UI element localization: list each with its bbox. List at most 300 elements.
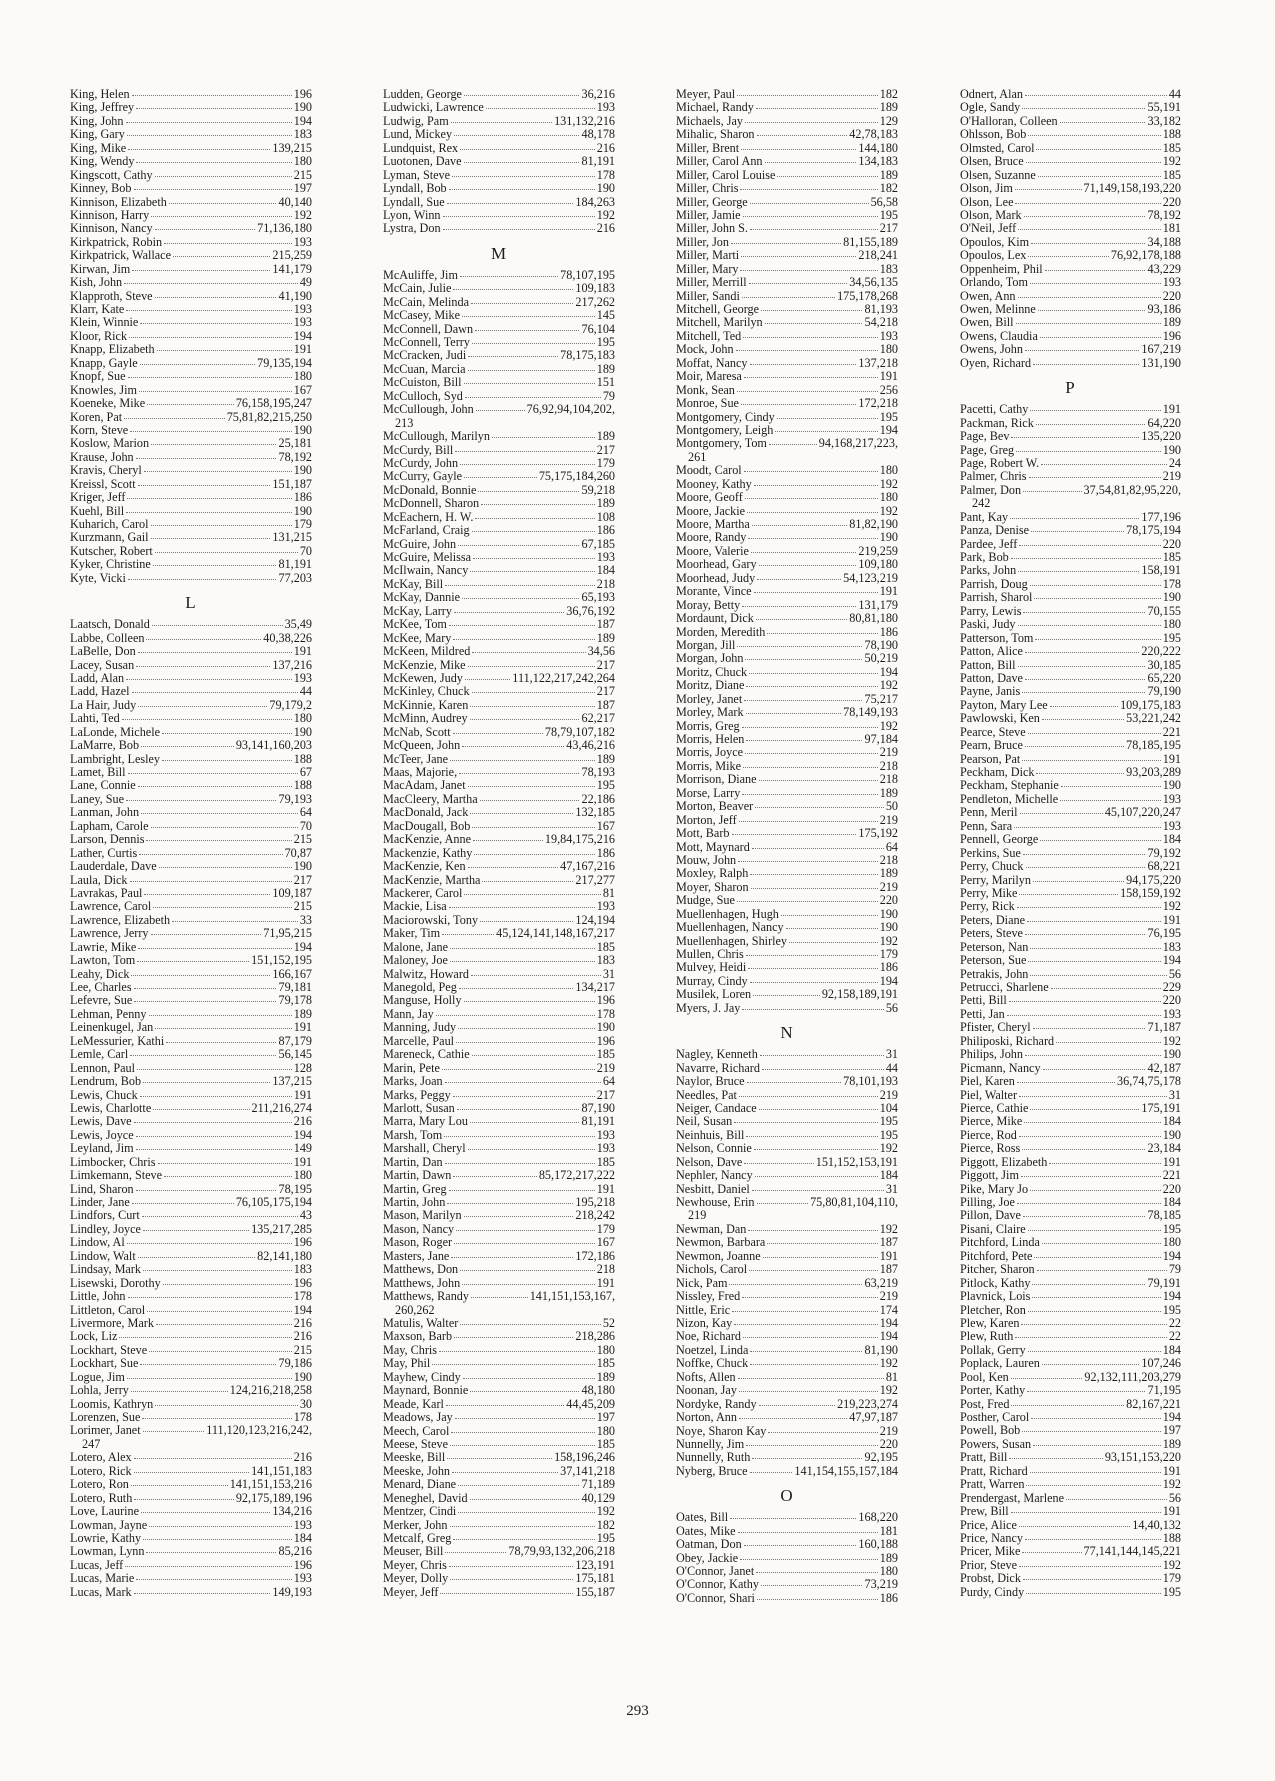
entry-pages: 191 bbox=[596, 1275, 615, 1290]
entry-name: Mackie, Lisa bbox=[383, 899, 447, 914]
index-entry bbox=[70, 1062, 312, 1075]
index-entry bbox=[383, 128, 615, 141]
entry-pages: 25,181 bbox=[278, 436, 312, 451]
entry-pages: 23,184 bbox=[1147, 1141, 1181, 1156]
dot-leader bbox=[153, 565, 277, 566]
entry-pages: 190 bbox=[293, 859, 312, 874]
dot-leader bbox=[450, 1445, 595, 1446]
entry-pages: 219 bbox=[879, 1423, 898, 1438]
dot-leader bbox=[140, 1096, 292, 1097]
index-entry bbox=[383, 887, 615, 900]
dot-leader bbox=[1045, 270, 1146, 271]
entry-name: Noe, Richard bbox=[676, 1329, 741, 1344]
index-entry bbox=[383, 470, 615, 483]
entry-pages: 192 bbox=[879, 503, 898, 518]
entry-name: Loomis, Kathryn bbox=[70, 1396, 154, 1411]
entry-name: MacKenzie, Anne bbox=[383, 832, 471, 847]
index-entry bbox=[676, 652, 898, 665]
dot-leader bbox=[765, 323, 863, 324]
entry-name: Moorhead, Judy bbox=[676, 570, 756, 585]
entry-pages: 71,136,180 bbox=[257, 221, 312, 236]
index-entry bbox=[383, 739, 615, 752]
entry-name: Page, Greg bbox=[960, 442, 1015, 457]
entry-pages: 92,158,189,191 bbox=[821, 987, 898, 1002]
entry-pages: 184 bbox=[1162, 832, 1181, 847]
index-entry bbox=[70, 699, 312, 712]
index-entry bbox=[70, 1492, 312, 1505]
dot-leader bbox=[172, 921, 298, 922]
entry-name: O'Connor, Janet bbox=[676, 1564, 755, 1578]
index-entry bbox=[676, 1129, 898, 1142]
dot-leader bbox=[155, 552, 298, 553]
entry-pages: 24 bbox=[1168, 455, 1181, 470]
entry-pages: 64 bbox=[299, 805, 312, 820]
index-entry bbox=[383, 282, 615, 295]
entry-pages: 192 bbox=[596, 1504, 615, 1519]
dot-leader bbox=[1037, 1270, 1167, 1271]
entry-name: Pacetti, Cathy bbox=[960, 402, 1029, 417]
entry-name: Moffat, Nancy bbox=[676, 355, 748, 370]
entry-name: Oatman, Don bbox=[676, 1537, 742, 1552]
entry-pages: 190 bbox=[1162, 442, 1181, 457]
dot-leader bbox=[1011, 1405, 1124, 1406]
index-entry bbox=[383, 927, 615, 940]
index-entry bbox=[676, 491, 898, 504]
index-entry bbox=[676, 1075, 898, 1088]
dot-leader bbox=[468, 370, 595, 371]
entry-name: Olsen, Suzanne bbox=[960, 167, 1036, 182]
entry-name: King, John bbox=[70, 113, 124, 128]
entry-name: Meadows, Jay bbox=[383, 1410, 453, 1425]
entry-pages: 184 bbox=[1162, 1114, 1181, 1129]
dot-leader bbox=[486, 108, 595, 109]
dot-leader bbox=[753, 995, 820, 996]
dot-leader bbox=[460, 149, 595, 150]
index-entry bbox=[70, 1089, 312, 1102]
entry-pages: 75,217 bbox=[864, 691, 898, 706]
entry-pages: 184 bbox=[879, 1168, 898, 1183]
dot-leader bbox=[750, 1351, 862, 1352]
dot-leader bbox=[749, 1270, 878, 1271]
dot-leader bbox=[449, 1190, 595, 1191]
entry-pages: 124,216,218,258 bbox=[229, 1383, 312, 1398]
entry-pages: 197 bbox=[293, 181, 312, 196]
entry-pages: 167,219 bbox=[1141, 342, 1181, 357]
dot-leader bbox=[137, 961, 249, 962]
index-entry bbox=[70, 222, 312, 235]
entry-pages: 218 bbox=[596, 1262, 615, 1277]
dot-leader bbox=[1023, 491, 1081, 492]
entry-pages: 193 bbox=[1162, 791, 1181, 806]
entry-pages-continued: 242 bbox=[972, 496, 991, 511]
entry-name: Linder, Jane bbox=[70, 1195, 130, 1209]
entry-name: Kingscott, Cathy bbox=[70, 167, 153, 182]
index-entry bbox=[960, 1505, 1181, 1518]
index-entry bbox=[70, 1586, 312, 1599]
index-entry bbox=[676, 558, 898, 571]
entry-pages: 151 bbox=[596, 375, 615, 390]
dot-leader bbox=[754, 485, 878, 486]
index-entry bbox=[676, 935, 898, 948]
entry-pages: 215 bbox=[293, 832, 312, 847]
entry-name: McCullough, Marilyn bbox=[383, 429, 490, 444]
entry-pages: 76,158,195,247 bbox=[235, 396, 312, 411]
dot-leader bbox=[138, 1257, 255, 1258]
dot-leader bbox=[127, 135, 292, 136]
entry-name: Parks, John bbox=[960, 563, 1017, 578]
dot-leader bbox=[447, 1458, 552, 1459]
entry-name: Pratt, Richard bbox=[960, 1463, 1028, 1478]
entry-pages: 194 bbox=[1162, 1248, 1181, 1263]
index-entry bbox=[70, 632, 312, 645]
dot-leader bbox=[1066, 1499, 1167, 1500]
index-entry bbox=[383, 699, 615, 712]
index-entry bbox=[676, 1371, 898, 1384]
entry-name: Laula, Dick bbox=[70, 872, 128, 887]
entry-name: Mooney, Kathy bbox=[676, 476, 752, 491]
entry-name: Nick, Pam bbox=[676, 1275, 728, 1290]
dot-leader bbox=[734, 1122, 878, 1123]
dot-leader bbox=[1023, 1216, 1146, 1217]
dot-leader bbox=[482, 881, 573, 882]
entry-pages: 183 bbox=[1162, 939, 1181, 954]
entry-name: Morgan, John bbox=[676, 651, 744, 666]
entry-name: Mott, Maynard bbox=[676, 839, 750, 854]
index-entry bbox=[676, 1196, 898, 1223]
entry-pages: 59,218 bbox=[581, 482, 615, 497]
entry-name: Koren, Pat bbox=[70, 409, 123, 424]
index-entry bbox=[70, 88, 312, 101]
index-entry bbox=[676, 1250, 898, 1263]
entry-name: Lawrie, Mike bbox=[70, 939, 137, 954]
entry-name: McDonnell, Sharon bbox=[383, 496, 480, 511]
index-entry bbox=[676, 531, 898, 544]
entry-pages: 76,92,94,104,202, bbox=[526, 402, 615, 417]
entry-pages: 141,179 bbox=[272, 261, 312, 276]
index-entry bbox=[383, 269, 615, 282]
index-entry bbox=[960, 1371, 1181, 1384]
index-entry bbox=[70, 142, 312, 155]
dot-leader bbox=[464, 477, 537, 478]
entry-pages: 50 bbox=[885, 799, 898, 814]
index-entry bbox=[960, 860, 1181, 873]
index-entry bbox=[960, 1008, 1181, 1021]
entry-name: Mackenzie, Kathy bbox=[383, 845, 473, 860]
entry-pages: 80,81,180 bbox=[849, 611, 898, 626]
entry-name: Payne, Janis bbox=[960, 684, 1021, 699]
entry-name: Parrish, Doug bbox=[960, 576, 1028, 591]
dot-leader bbox=[446, 1405, 564, 1406]
entry-name: McCuiston, Bill bbox=[383, 375, 462, 390]
dot-leader bbox=[746, 1136, 877, 1137]
entry-name: Laney, Sue bbox=[70, 791, 125, 806]
entry-name: Piggott, Jim bbox=[960, 1168, 1019, 1183]
entry-name: Pitcher, Sharon bbox=[960, 1262, 1035, 1277]
entry-name: MacKenzie, Martha bbox=[383, 872, 481, 887]
entry-pages: 82,167,221 bbox=[1126, 1396, 1181, 1411]
entry-pages: 218,242 bbox=[575, 1208, 615, 1223]
index-entry bbox=[676, 88, 898, 101]
index-entry bbox=[70, 411, 312, 424]
entry-pages-continued: 261 bbox=[688, 449, 707, 464]
index-entry bbox=[70, 1209, 312, 1222]
entry-pages: 183 bbox=[293, 127, 312, 142]
index-entry bbox=[383, 806, 615, 819]
entry-pages: 76,105,175,194 bbox=[235, 1195, 312, 1209]
index-entry bbox=[676, 1592, 898, 1605]
index-entry bbox=[960, 1156, 1181, 1169]
entry-name: Muellenhagen, Nancy bbox=[676, 920, 784, 935]
entry-name: Lorenzen, Sue bbox=[70, 1410, 141, 1424]
entry-name: Lavrakas, Paul bbox=[70, 885, 143, 900]
index-entry bbox=[676, 800, 898, 813]
entry-pages: 219 bbox=[879, 812, 898, 827]
dot-leader bbox=[474, 854, 594, 855]
entry-pages: 63,219 bbox=[864, 1275, 898, 1290]
index-entry bbox=[960, 1196, 1181, 1209]
entry-pages: 192 bbox=[879, 1221, 898, 1236]
entry-pages: 56 bbox=[1168, 1490, 1181, 1505]
entry-name: Lawrence, Jerry bbox=[70, 926, 149, 941]
entry-pages: 82,141,180 bbox=[257, 1248, 312, 1263]
index-entry bbox=[960, 968, 1181, 981]
index-entry bbox=[676, 1411, 898, 1424]
dot-leader bbox=[1030, 410, 1160, 411]
index-entry bbox=[383, 1250, 615, 1263]
dot-leader bbox=[1023, 1579, 1161, 1580]
entry-name: Ohlsson, Bob bbox=[960, 127, 1027, 142]
dot-leader bbox=[1022, 108, 1145, 109]
entry-pages: 81,155,189 bbox=[843, 234, 898, 249]
index-entry bbox=[676, 424, 898, 437]
index-entry bbox=[676, 961, 898, 974]
dot-leader bbox=[1018, 571, 1139, 572]
entry-name: Masters, Jane bbox=[383, 1248, 450, 1263]
index-entry bbox=[383, 981, 615, 994]
index-entry bbox=[676, 1263, 898, 1276]
index-entry bbox=[676, 169, 898, 182]
entry-pages: 191 bbox=[293, 1154, 312, 1169]
dot-leader bbox=[141, 746, 234, 747]
index-entry bbox=[676, 1525, 898, 1538]
entry-name: Noetzel, Linda bbox=[676, 1342, 749, 1357]
dot-leader bbox=[136, 666, 270, 667]
dot-leader bbox=[1041, 464, 1167, 465]
dot-leader bbox=[746, 1445, 877, 1446]
index-entry bbox=[383, 1008, 615, 1021]
dot-leader bbox=[478, 491, 579, 492]
dot-leader bbox=[1020, 813, 1103, 814]
index-entry bbox=[383, 323, 615, 336]
dot-leader bbox=[454, 1337, 573, 1338]
dot-leader bbox=[462, 1284, 595, 1285]
entry-name: Meeske, Bill bbox=[383, 1450, 446, 1465]
dot-leader bbox=[1051, 988, 1161, 989]
entry-name: McKewen, Judy bbox=[383, 670, 463, 685]
entry-name: Lyndall, Sue bbox=[383, 194, 445, 209]
index-entry bbox=[676, 1425, 898, 1438]
index-entry bbox=[70, 1505, 312, 1518]
section-letter: L bbox=[185, 593, 197, 613]
index-entry bbox=[70, 196, 312, 209]
index-entry bbox=[676, 1330, 898, 1343]
entry-pages: 77,203 bbox=[278, 570, 312, 585]
index-entry bbox=[383, 1411, 615, 1424]
dot-leader bbox=[471, 975, 601, 976]
index-entry bbox=[676, 626, 898, 639]
dot-leader bbox=[1028, 1311, 1161, 1312]
dot-leader bbox=[732, 1311, 878, 1312]
entry-pages: 79,192 bbox=[1147, 845, 1181, 860]
entry-name: Pitchford, Pete bbox=[960, 1248, 1033, 1263]
dot-leader bbox=[1022, 1431, 1160, 1432]
dot-leader bbox=[1018, 297, 1161, 298]
entry-name: Peterson, Sue bbox=[960, 953, 1027, 968]
dot-leader bbox=[163, 1284, 292, 1285]
entry-pages: 123,191 bbox=[575, 1557, 615, 1572]
entry-pages: 195 bbox=[879, 1127, 898, 1142]
index-entry bbox=[70, 1545, 312, 1558]
entry-pages: 190 bbox=[879, 530, 898, 545]
entry-name: Prew, Bill bbox=[960, 1504, 1009, 1519]
dot-leader bbox=[1033, 1028, 1146, 1029]
entry-name: Lyman, Steve bbox=[383, 167, 451, 182]
entry-pages: 220 bbox=[1162, 1181, 1181, 1196]
entry-name: Mouw, John bbox=[676, 852, 737, 867]
entry-name: Martin, Greg bbox=[383, 1181, 447, 1196]
index-entry bbox=[70, 927, 312, 940]
dot-leader bbox=[470, 1122, 580, 1123]
dot-leader bbox=[159, 867, 292, 868]
dot-leader bbox=[149, 1351, 292, 1352]
entry-pages: 67,185 bbox=[581, 536, 615, 551]
index-entry bbox=[70, 128, 312, 141]
index-entry bbox=[960, 1357, 1181, 1370]
entry-name: Kinnison, Harry bbox=[70, 207, 150, 222]
entry-name: Poplack, Lauren bbox=[960, 1356, 1040, 1371]
index-entry bbox=[960, 1062, 1181, 1075]
dot-leader bbox=[767, 1243, 877, 1244]
entry-name: Lacey, Susan bbox=[70, 657, 135, 672]
entry-pages: 191 bbox=[293, 1087, 312, 1102]
entry-pages: 109,187 bbox=[272, 885, 312, 900]
dot-leader bbox=[1019, 894, 1118, 895]
entry-name: Martin, John bbox=[383, 1195, 446, 1210]
index-entry bbox=[960, 578, 1181, 591]
dot-leader bbox=[1022, 692, 1145, 693]
entry-pages: 190 bbox=[293, 724, 312, 739]
entry-pages: 79,135,194 bbox=[257, 355, 312, 370]
entry-pages: 192 bbox=[1162, 154, 1181, 169]
index-entry bbox=[70, 209, 312, 222]
index-entry bbox=[960, 196, 1181, 209]
dot-leader bbox=[746, 686, 877, 687]
index-entry bbox=[676, 478, 898, 491]
index-entry bbox=[70, 847, 312, 860]
entry-name: McAuliffe, Jim bbox=[383, 267, 458, 282]
entry-pages: 187 bbox=[596, 697, 615, 712]
index-entry bbox=[383, 1021, 615, 1034]
entry-pages: 78,101,193 bbox=[843, 1074, 898, 1089]
entry-pages: 93,186 bbox=[1147, 302, 1181, 316]
dot-leader bbox=[452, 1472, 558, 1473]
dot-leader bbox=[481, 504, 595, 505]
dot-leader bbox=[443, 229, 595, 230]
entry-name: Miller, Jon bbox=[676, 234, 729, 249]
index-entry bbox=[383, 1156, 615, 1169]
index-entry bbox=[960, 1089, 1181, 1102]
entry-name: Kish, John bbox=[70, 275, 123, 290]
entry-pages: 193 bbox=[293, 234, 312, 249]
entry-pages: 79,190 bbox=[1147, 684, 1181, 699]
entry-pages: 78,149,193 bbox=[843, 705, 898, 720]
entry-name: Perry, Mike bbox=[960, 885, 1018, 900]
index-entry bbox=[70, 437, 312, 450]
entry-pages: 179 bbox=[596, 455, 615, 470]
entry-pages: 194 bbox=[293, 328, 312, 343]
entry-name: Klein, Winnie bbox=[70, 315, 139, 330]
entry-pages: 77,141,144,145,221 bbox=[1083, 1544, 1181, 1559]
entry-name: Prendergast, Marlene bbox=[960, 1490, 1065, 1505]
dot-leader bbox=[738, 1532, 878, 1533]
dot-leader bbox=[436, 1015, 595, 1016]
entry-name: Perkins, Sue bbox=[960, 845, 1021, 860]
index-entry bbox=[960, 1559, 1181, 1572]
entry-pages: 36,76,192 bbox=[566, 603, 615, 618]
dot-leader bbox=[767, 633, 877, 634]
entry-pages: 109,180 bbox=[858, 557, 898, 572]
dot-leader bbox=[757, 1599, 878, 1600]
entry-pages: 78,175,194 bbox=[1126, 523, 1181, 538]
entry-name: Nichols, Carol bbox=[676, 1262, 748, 1277]
entry-name: Larson, Dennis bbox=[70, 832, 145, 847]
entry-name: Lewis, Chuck bbox=[70, 1087, 138, 1102]
index-entry bbox=[70, 1398, 312, 1411]
index-entry bbox=[383, 101, 615, 114]
section-letter: M bbox=[490, 243, 508, 263]
index-entry bbox=[70, 968, 312, 981]
dot-leader bbox=[1011, 437, 1139, 438]
entry-pages: 76,92,178,188 bbox=[1110, 248, 1181, 263]
entry-pages-continued: 260,262 bbox=[395, 1302, 435, 1317]
entry-pages: 131,190 bbox=[1141, 355, 1181, 370]
entry-pages: 36,74,75,178 bbox=[1117, 1074, 1181, 1089]
index-entry bbox=[383, 874, 615, 887]
entry-name: Neil, Susan bbox=[676, 1114, 733, 1129]
index-entry bbox=[960, 1438, 1181, 1451]
index-entry bbox=[70, 874, 312, 887]
index-entry bbox=[70, 1156, 312, 1169]
index-entry bbox=[960, 1115, 1181, 1128]
index-entry bbox=[960, 564, 1181, 577]
entry-pages: 185 bbox=[596, 1047, 615, 1062]
index-entry bbox=[960, 659, 1181, 672]
dot-leader bbox=[447, 1203, 573, 1204]
dot-leader bbox=[1015, 1337, 1166, 1338]
entry-pages: 135,217,285 bbox=[251, 1221, 312, 1236]
index-entry bbox=[70, 1290, 312, 1303]
dot-leader bbox=[141, 1512, 270, 1513]
dot-leader bbox=[144, 894, 270, 895]
entry-pages: 78,190 bbox=[864, 637, 898, 652]
entry-name: Mentzer, Cindi bbox=[383, 1504, 457, 1519]
index-entry bbox=[383, 1451, 615, 1464]
entry-pages: 134,217 bbox=[575, 980, 615, 995]
index-entry bbox=[676, 988, 898, 1001]
entry-name: McEachern, H. W. bbox=[383, 509, 474, 524]
index-entry bbox=[70, 101, 312, 114]
entry-name: Lemle, Carl bbox=[70, 1047, 129, 1062]
